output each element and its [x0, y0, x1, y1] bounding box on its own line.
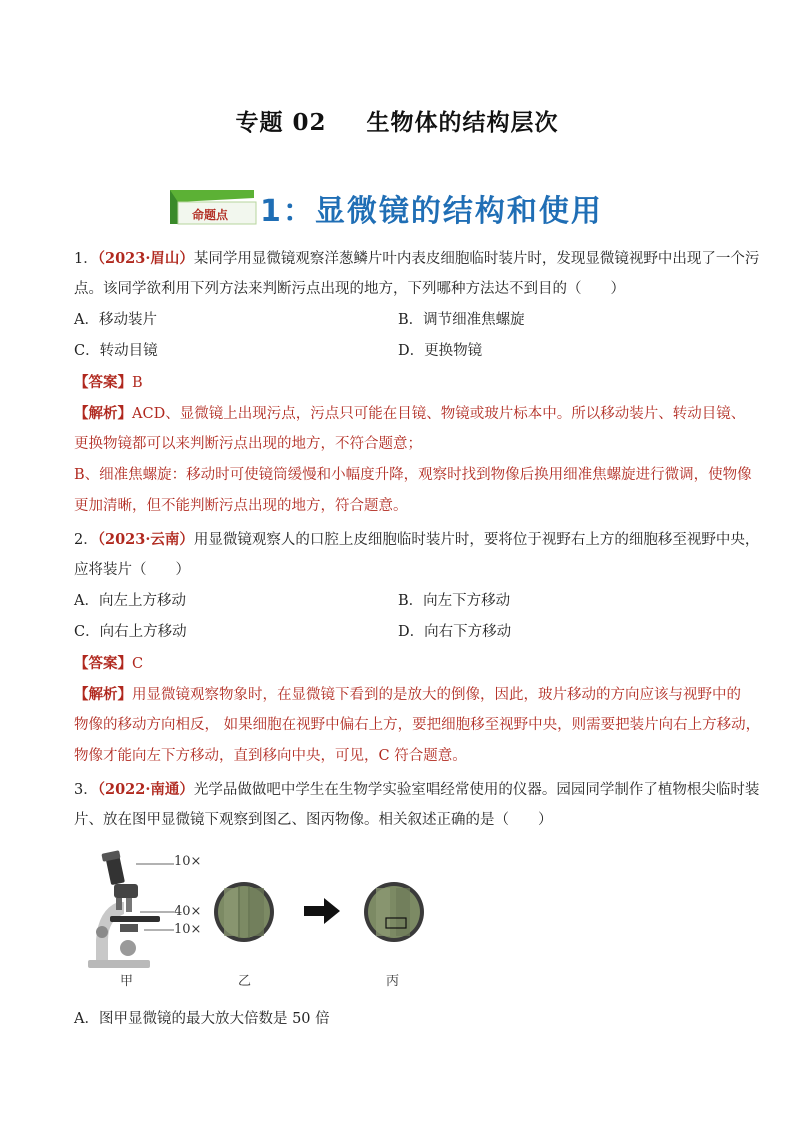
- q3-stem-text: 光学品做做吧中学生在生物学实验室唱经常使用的仪器。园园同学制作了植物根尖临时装: [193, 782, 760, 798]
- microscope-figure: [74, 840, 454, 990]
- q2-option-a: A．向左上方移动: [74, 593, 186, 609]
- q1-number: 1．: [74, 251, 98, 267]
- q1-analysis-line3: B、细准焦螺旋：移动时可使镜筒缓慢和小幅度升降，观察时找到物像后换用细准焦螺旋进行微调，使物像: [74, 467, 752, 483]
- q2-number: 2．: [74, 532, 98, 548]
- q1-option-d: D．更换物镜: [398, 343, 483, 359]
- topic-banner: [168, 188, 638, 228]
- q3-option-a: A．图甲显微镜的最大放大倍数是 50 倍: [74, 1011, 330, 1027]
- topic-badge: 命题点: [192, 208, 229, 222]
- q2-stem-text: 用显微镜观察人的口腔上皮细胞临时装片时，要将位于视野右上方的细胞移至视野中央，: [193, 532, 760, 548]
- q1-stem-text: 某同学用显微镜观察洋葱鳞片叶内表皮细胞临时装片时，发现显微镜视野中出现了一个污: [193, 251, 760, 267]
- q2-source: （2023·云南）: [97, 531, 194, 548]
- q1-answer: [74, 367, 724, 399]
- q3-figure: [74, 840, 454, 990]
- q1-analysis-text: ACD、显微镜上出现污点，污点只可能在目镜、物镜或玻片标本中。所以移动装片、转动目镜、: [132, 406, 746, 422]
- q3-number: 3．: [74, 782, 98, 798]
- q2-analysis-text: 用显微镜观察物象时，在显微镜下看到的是放大的倒像，因此，玻片移动的方向应该与视野中的: [132, 687, 741, 703]
- q2-analysis-tag: 【解析】: [74, 686, 132, 703]
- view-bing-image: [364, 882, 424, 942]
- eyepiece-label: 10×: [174, 854, 202, 869]
- lower-label: 10×: [174, 922, 202, 937]
- q1-option-a: A．移动装片: [74, 312, 157, 328]
- q2-answer-tag: 【答案】: [74, 655, 132, 672]
- q2-stem-line1: [74, 524, 760, 556]
- q1-answer-value: B: [132, 375, 143, 391]
- q3-source: （2022·南通）: [97, 781, 194, 798]
- q2-analysis-line1: [74, 679, 741, 711]
- page-title: [0, 104, 794, 137]
- view-yi-image: [214, 882, 274, 942]
- q1-option-b: B．调节细准焦螺旋: [398, 312, 525, 328]
- caption-yi: 乙: [238, 974, 252, 989]
- q3-stem-line1: [74, 774, 760, 806]
- q1-analysis-line2: 更换物镜都可以来判断污点出现的地方，不符合题意；: [74, 436, 422, 452]
- q3-stem-line2: 片、放在图甲显微镜下观察到图乙、图丙物像。相关叙述正确的是（ ）: [74, 812, 553, 828]
- q1-analysis-line4: 更加清晰，但不能判断污点出现的地方，符合题意。: [74, 498, 408, 514]
- q2-analysis-line3: 物像才能向左下方移动，直到移向中央，可见，C 符合题意。: [74, 748, 467, 764]
- title-prefix: 专题 02: [235, 109, 327, 136]
- microscope-icon: [88, 850, 174, 968]
- q2-answer-value: C: [132, 656, 144, 672]
- q1-analysis-line1: [74, 398, 746, 430]
- q2-option-d: D．向右下方移动: [398, 624, 512, 640]
- flag-icon: [168, 188, 258, 228]
- q2-stem-line2: 应将装片（ ）: [74, 562, 190, 578]
- caption-bing: 丙: [386, 974, 400, 989]
- q1-option-c: C．转动目镜: [74, 343, 158, 359]
- title-main: 生物体的结构层次: [366, 109, 559, 136]
- q1-answer-tag: 【答案】: [74, 374, 132, 391]
- objective-label: 40×: [174, 904, 202, 919]
- q2-option-b: B．向左下方移动: [398, 593, 511, 609]
- q2-option-c: C．向右上方移动: [74, 624, 187, 640]
- q1-stem-line2: 点。该同学欲利用下列方法来判断污点出现的地方，下列哪种方法达不到目的（ ）: [74, 281, 625, 297]
- caption-jia: 甲: [120, 974, 134, 989]
- arrow-right-icon: [304, 898, 340, 924]
- topic-heading: 1：显微镜的结构和使用: [260, 194, 603, 229]
- q1-source: （2023·眉山）: [97, 250, 194, 267]
- q2-answer: [74, 648, 724, 680]
- q1-stem-line1: [74, 243, 760, 275]
- q2-analysis-line2: 物像的移动方向相反， 如果细胞在视野中偏右上方，要把细胞移至视野中央，则需要把装片向右上方移动，: [74, 717, 761, 733]
- q1-analysis-tag: 【解析】: [74, 405, 132, 422]
